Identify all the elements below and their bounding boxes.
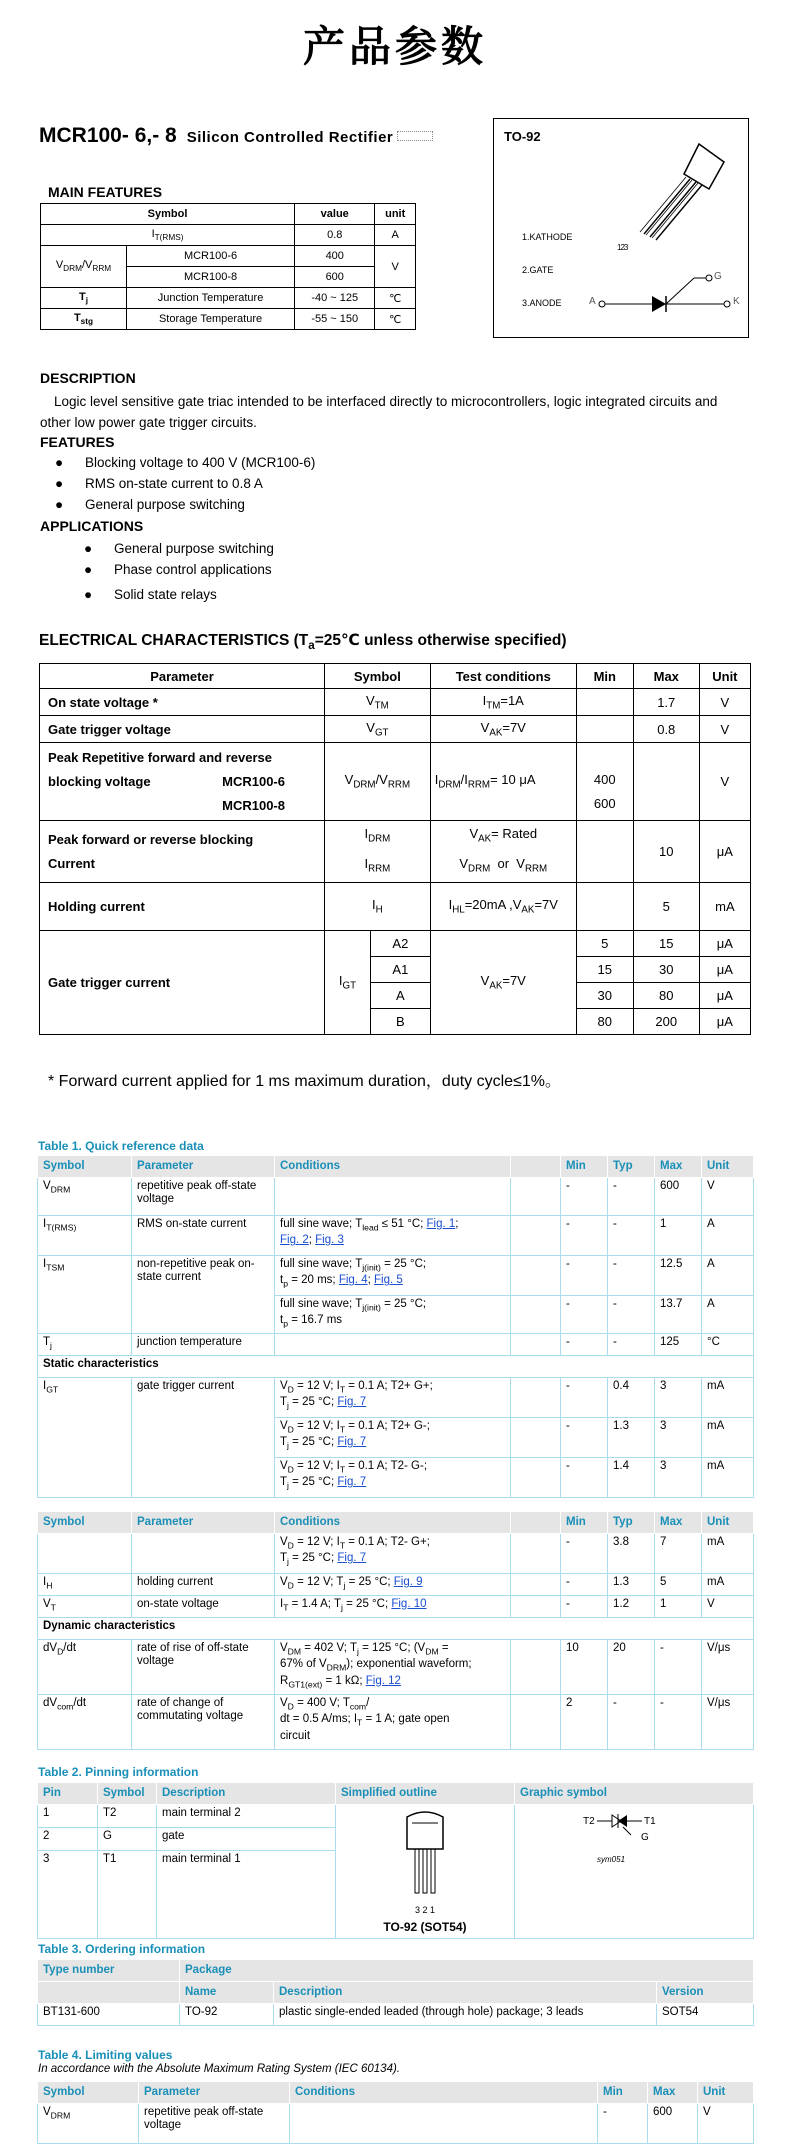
t2-header: Symbol	[98, 1783, 157, 1805]
t1-header: Min	[561, 1156, 608, 1178]
t2-pin: 1	[38, 1805, 98, 1828]
triac-symbol-icon	[597, 1811, 642, 1841]
t2-sym: G	[98, 1828, 157, 1851]
fig-link[interactable]: Fig. 9	[393, 1576, 423, 1588]
t1-unit: V	[702, 1178, 754, 1216]
electrical-table: Parameter Symbol Test conditions Min Max Unit On state voltage * $V_{TM}$ $I_{TM}=1A$ 1.7 V Gate trigger voltage $V_{GT}$ $V_{AK}=7V$ 0.8 V Peak Repetitive forward and reverse blocking voltage MCR100-6 MCR100-8 $V_{DRM}/V_{RRM}$ $I_{DRM}/I_{RRM}= 10$ μA 400 600 V Peak forward or reverse blocking Current $I_{DRM}$ $I_{RRM}$ $V_{AK}=$ Rated $V_{DRM}$ or $V_{RRM}$ 10 μA Holding current $I_H$ $I_{HL}=20mA$ $,V_{AK}=7V$ 5 mA Gate trigger current $I_{GT}$ A2 $V_{AK}=7V$ 5 15 μA A1 15 30 μA A 30 80 μA B 80 200 μA	[39, 663, 751, 1035]
ec-header: Min	[576, 664, 633, 689]
ec-unit: μA	[699, 931, 750, 957]
t1-max: 12.5	[655, 1256, 702, 1296]
fig-link[interactable]: Fig. 2	[280, 1234, 309, 1247]
t1-header: Typ	[608, 1156, 655, 1178]
t1-typ: 20	[608, 1640, 655, 1695]
t4-header: Max	[648, 2082, 698, 2104]
package-title: TO-92	[504, 129, 541, 144]
mf-symbol: $V_{DRM}/V_{RRM}$	[41, 246, 127, 288]
t1-cond: $V_D = 12$ V; $I_T = 0.1$ A; T2- G+; $T_j = 25$ °C; Fig. 7	[275, 1534, 511, 1574]
ec-unit: mA	[699, 883, 750, 931]
simplified-outline	[336, 1805, 515, 1939]
t3-name: TO-92	[180, 2004, 274, 2026]
t3-header: Description	[274, 1982, 657, 2004]
ec-unit: μA	[699, 1009, 750, 1035]
t1-typ: 1.3	[608, 1418, 655, 1458]
t4-header: Unit	[698, 2082, 754, 2104]
outline-label: TO-92 (SOT54)	[383, 1920, 467, 1934]
t1-max: 1	[655, 1216, 702, 1256]
package-pin-numbers: 123	[617, 243, 628, 252]
t1-unit: mA	[702, 1458, 754, 1498]
t1-header: Symbol	[38, 1156, 132, 1178]
t1-max: 125	[655, 1334, 702, 1356]
t1-typ: -	[608, 1178, 655, 1216]
mf-header-value: value	[295, 204, 375, 225]
t4-header: Min	[598, 2082, 648, 2104]
t1-min: -	[561, 1458, 608, 1498]
t1-max: 3	[655, 1378, 702, 1418]
table4-note: In accordance with the Absolute Maximum Rating System (IEC 60134).	[38, 2063, 400, 2075]
fig-link[interactable]: Fig. 7	[337, 1476, 367, 1489]
t1-unit: mA	[702, 1378, 754, 1418]
quick-reference-table-continued: Symbol Parameter Conditions Min Typ Max Unit $V_D = 12$ V; $I_T = 0.1$ A; T2- G+; $T_j = 25$ °C; Fig. 7 - 3.8 7 mA $I_H$ holding current $V_D = 12$ V; $T_j = 25$ °C; Fig. 9 - 1.3 5 mA $V_T$ on-state voltage $I_T = 1.4$ A; $T_j = 25$ °C; Fig. 10 - 1.2 1 V Dynamic characteristics $dV_D/dt$ rate of rise of off-state voltage $V_{DM} = 402$ V; $T_j = 125$ °C; ($V_{DM}$ = 67% of $V_{DRM}$); exponential waveform; $R_{GT1(ext)} = 1$ kΩ; Fig. 12 10 20 - V/μs $dV_{com}/dt$ rate of change of commutating voltage $V_D = 400$ V; $T_{com}/$ dt = 0.5 A/ms; $I_T = 1$ A; gate open circuit 2 - - V/μs	[37, 1511, 754, 1750]
t1-header: Unit	[702, 1156, 754, 1178]
t1-section: Static characteristics	[38, 1356, 754, 1378]
fig-link[interactable]: Fig. 7	[337, 1552, 367, 1565]
t1-header: Max	[655, 1512, 702, 1534]
symbol-code: sym051	[597, 1855, 626, 1864]
t4-param: repetitive peak off-state voltage	[139, 2104, 290, 2144]
t1-min: -	[561, 1418, 608, 1458]
mf-name: Storage Temperature	[127, 309, 295, 330]
t1-cond: full sine wave; $T_{j(init)} = 25$ °C; $t_p = 16.7$ ms	[275, 1296, 511, 1334]
t2-header: Graphic symbol	[515, 1783, 754, 1805]
footnote: * Forward current applied for 1 ms maximum duration，duty cycle≤1%。	[48, 1073, 561, 1090]
model-heading	[39, 124, 433, 148]
symbol-label-g: G	[714, 271, 722, 282]
t4-header: Conditions	[290, 2082, 598, 2104]
t1-typ: -	[608, 1256, 655, 1296]
ec-cond: $V_{AK}=7V$	[430, 716, 576, 743]
t1-typ: 1.4	[608, 1458, 655, 1498]
t1-typ: 1.3	[608, 1574, 655, 1596]
ec-min: 5	[576, 931, 633, 957]
t2-header: Pin	[38, 1783, 98, 1805]
ec-header: Test conditions	[430, 664, 576, 689]
t1-header: Max	[655, 1156, 702, 1178]
ec-max: 1.7	[633, 689, 699, 716]
ec-unit: μA	[699, 983, 750, 1009]
pinning-table	[37, 1782, 754, 1939]
application-item: ● Solid state relays	[84, 587, 217, 602]
t1-param: rate of change of commutating voltage	[132, 1695, 275, 1750]
t1-min: -	[561, 1378, 608, 1418]
fig-link[interactable]: Fig. 1	[426, 1218, 456, 1230]
to92-outline-icon	[395, 1809, 455, 1904]
package-box	[493, 118, 749, 338]
description-title: DESCRIPTION	[40, 370, 136, 386]
ec-grade: B	[371, 1009, 431, 1035]
table4-caption: Table 4. Limiting values	[38, 2048, 173, 2062]
t1-typ: 3.8	[608, 1534, 655, 1574]
t1-unit: mA	[702, 1534, 754, 1574]
ec-max: 200	[633, 1009, 699, 1035]
ec-grade: A1	[371, 957, 431, 983]
table3-caption: Table 3. Ordering information	[38, 1942, 206, 1956]
t1-cond: $V_D = 12$ V; $I_T = 0.1$ A; T2- G-; $T_j = 25$ °C; Fig. 7	[275, 1458, 511, 1498]
t2-desc: gate	[157, 1828, 336, 1851]
t1-cond: $V_D = 12$ V; $I_T = 0.1$ A; T2+ G+; $T_j = 25$ °C; Fig. 7	[275, 1378, 511, 1418]
main-features-table	[40, 203, 416, 330]
to92-package-icon	[604, 134, 734, 244]
t1-min: -	[561, 1534, 608, 1574]
ordering-table	[37, 1959, 754, 2026]
ec-max: 0.8	[633, 716, 699, 743]
t1-cond: $V_D = 400$ V; $T_{com}/$ dt = 0.5 A/ms; $I_T = 1$ A; gate open circuit	[275, 1695, 511, 1750]
t1-typ: 1.2	[608, 1596, 655, 1618]
model-subtitle: Silicon Controlled Rectifier	[186, 129, 394, 146]
t1-cond: $V_{DM} = 402$ V; $T_j = 125$ °C; ($V_{DM}$ = 67% of $V_{DRM}$); exponential waveform; $R_{GT1(ext)} = 1$ kΩ; Fig. 12	[275, 1640, 511, 1695]
ec-max: 15	[633, 931, 699, 957]
ec-param: Gate trigger voltage	[40, 716, 325, 743]
ec-header: Symbol	[325, 664, 431, 689]
t1-param: RMS on-state current	[132, 1216, 275, 1256]
pin-label-3: 3.ANODE	[522, 298, 562, 308]
t1-unit: mA	[702, 1418, 754, 1458]
mf-symbol: $I_{T(RMS)}$	[41, 225, 295, 246]
ec-param: On state voltage *	[40, 689, 325, 716]
ec-param: Holding current	[40, 883, 325, 931]
t1-unit: mA	[702, 1574, 754, 1596]
t1-param: gate trigger current	[132, 1378, 275, 1498]
ec-max: 10	[633, 821, 699, 883]
fig-link[interactable]: Fig. 12	[365, 1674, 401, 1687]
t1-unit: V	[702, 1596, 754, 1618]
t1-cond: $V_D = 12$ V; $I_T = 0.1$ A; T2+ G-; $T_j = 25$ °C; Fig. 7	[275, 1418, 511, 1458]
t1-header: Parameter	[132, 1512, 275, 1534]
mf-unit: V	[375, 246, 416, 288]
feature-item: ● RMS on-state current to 0.8 A	[55, 476, 263, 491]
t4-unit: V	[698, 2104, 754, 2144]
t1-header: Unit	[702, 1512, 754, 1534]
mf-value: 0.8	[295, 225, 375, 246]
t1-header: Typ	[608, 1512, 655, 1534]
pin-order: 3 2 1	[414, 1905, 436, 1915]
t1-max: 3	[655, 1418, 702, 1458]
t1-min: 10	[561, 1640, 608, 1695]
symbol-label-t1: T1	[644, 1816, 656, 1827]
mf-unit: ℃	[375, 288, 416, 309]
t1-typ: -	[608, 1296, 655, 1334]
fig-link[interactable]: Fig. 7	[337, 1436, 367, 1449]
fig-link[interactable]: Fig. 4	[338, 1274, 368, 1287]
t1-unit: V/μs	[702, 1640, 754, 1695]
t3-version: SOT54	[657, 2004, 754, 2026]
t1-param: holding current	[132, 1574, 275, 1596]
mf-value: 400	[295, 246, 375, 267]
t1-unit: A	[702, 1216, 754, 1256]
ec-min: 80	[576, 1009, 633, 1035]
t1-header: Min	[561, 1512, 608, 1534]
ec-param: Peak forward or reverse blocking Current	[40, 821, 325, 883]
t1-header: Parameter	[132, 1156, 275, 1178]
t4-header: Parameter	[139, 2082, 290, 2104]
ec-max: 80	[633, 983, 699, 1009]
t1-max: 7	[655, 1534, 702, 1574]
fig-link[interactable]: Fig. 3	[315, 1234, 344, 1247]
t1-cond: full sine wave; $T_{j(init)} = 25$ °C; $t_p = 20$ ms; Fig. 4; Fig. 5	[275, 1256, 511, 1296]
t1-min: -	[561, 1296, 608, 1334]
ec-header: Unit	[699, 664, 750, 689]
ec-unit: μA	[699, 957, 750, 983]
ec-header: Parameter	[40, 664, 325, 689]
mf-model: MCR100-6	[127, 246, 295, 267]
ec-cond: $I_{TM}=1A$	[430, 689, 576, 716]
quick-reference-table: Symbol Parameter Conditions Min Typ Max Unit $V_{DRM}$ repetitive peak off-state voltage - - 600 V $I_{T(RMS)}$ RMS on-state current full sine wave; $T_{lead} \le 51$ °C; Fig. 1; Fig. 2; Fig. 3 - - 1 A $I_{TSM}$ non-repetitive peak on-state current full sine wave; $T_{j(init)} = 25$ °C; $t_p = 20$ ms; Fig. 4; Fig. 5 - - 12.5 A full sine wave; $T_{j(init)} = 25$ °C; $t_p = 16.7$ ms - - 13.7 A $T_j$ junction temperature - - 125 °C Static characteristics $I_{GT}$ gate trigger current $V_D = 12$ V; $I_T = 0.1$ A; T2+ G+; $T_j = 25$ °C; Fig. 7 - 0.4 3 mA $V_D = 12$ V; $I_T = 0.1$ A; T2+ G-; $T_j = 25$ °C; Fig. 7 - 1.3 3 mA $V_D = 12$ V; $I_T = 0.1$ A; T2- G-; $T_j = 25$ °C; Fig. 7 - 1.4 3 mA	[37, 1155, 754, 1498]
ec-grade: A	[371, 983, 431, 1009]
t1-header: Conditions	[275, 1512, 511, 1534]
t1-param: on-state voltage	[132, 1596, 275, 1618]
ec-param: Gate trigger current	[40, 931, 325, 1035]
features-title: FEATURES	[40, 434, 115, 450]
model-number: MCR100- 6,- 8	[39, 124, 177, 147]
t3-header: Name	[180, 1982, 274, 2004]
t1-param: junction temperature	[132, 1334, 275, 1356]
ec-unit: V	[699, 716, 750, 743]
ec-unit: V	[699, 743, 750, 821]
t1-max: 5	[655, 1574, 702, 1596]
fig-link[interactable]: Fig. 10	[391, 1598, 427, 1610]
graphic-symbol	[515, 1805, 754, 1939]
mf-unit: ℃	[375, 309, 416, 330]
ec-min: 400 600	[576, 743, 633, 821]
t1-cond: full sine wave; $T_{lead} \le 51$ °C; Fig. 1; Fig. 2; Fig. 3	[275, 1216, 511, 1256]
electrical-title: ELECTRICAL CHARACTERISTICS ($T_a=25℃$ unless otherwise specified)	[39, 632, 567, 653]
t1-min: 2	[561, 1695, 608, 1750]
subtitle-mark-icon	[397, 131, 433, 141]
mf-name: Junction Temperature	[127, 288, 295, 309]
symbol-label-t2: T2	[583, 1816, 595, 1827]
t2-desc: main terminal 1	[157, 1851, 336, 1939]
ec-unit: μA	[699, 821, 750, 883]
t1-section: Dynamic characteristics	[38, 1618, 754, 1640]
t1-unit: A	[702, 1296, 754, 1334]
application-item: ● Phase control applications	[84, 562, 272, 577]
t1-typ: -	[608, 1334, 655, 1356]
symbol-label-a: A	[589, 296, 596, 307]
t1-max: 3	[655, 1458, 702, 1498]
ec-max: 30	[633, 957, 699, 983]
mf-value: 600	[295, 267, 375, 288]
t1-max: -	[655, 1695, 702, 1750]
t2-desc: main terminal 2	[157, 1805, 336, 1828]
t1-min: -	[561, 1256, 608, 1296]
ec-unit: V	[699, 689, 750, 716]
mf-value: -55 ~ 150	[295, 309, 375, 330]
feature-item: ● General purpose switching	[55, 497, 245, 512]
symbol-label-g: G	[641, 1832, 649, 1843]
ec-min: 30	[576, 983, 633, 1009]
ec-grade: A2	[371, 931, 431, 957]
table2-caption: Table 2. Pinning information	[38, 1765, 199, 1779]
t1-header	[511, 1156, 561, 1178]
t3-header: Package	[180, 1960, 754, 1982]
t1-min: -	[561, 1216, 608, 1256]
t1-unit: °C	[702, 1334, 754, 1356]
t1-min: -	[561, 1178, 608, 1216]
ec-cond: $I_{HL}=20mA$ $,V_{AK}=7V$	[430, 883, 576, 931]
t2-header: Description	[157, 1783, 336, 1805]
t4-header: Symbol	[38, 2082, 139, 2104]
fig-link[interactable]: Fig. 5	[374, 1274, 403, 1287]
t1-max: 600	[655, 1178, 702, 1216]
t1-max: 13.7	[655, 1296, 702, 1334]
t2-pin: 3	[38, 1851, 98, 1939]
application-item: ● General purpose switching	[84, 541, 274, 556]
t1-max: -	[655, 1640, 702, 1695]
ec-cond: $V_{AK}=7V$	[430, 931, 576, 1035]
pin-label-2: 2.GATE	[522, 265, 554, 275]
mf-symbol: $T_j$	[41, 288, 127, 309]
t1-param: repetitive peak off-state voltage	[132, 1178, 275, 1216]
main-features-title: MAIN FEATURES	[48, 184, 163, 200]
mf-header-unit: unit	[375, 204, 416, 225]
t3-type: BT131-600	[38, 2004, 180, 2026]
t1-unit: A	[702, 1256, 754, 1296]
t4-min: -	[598, 2104, 648, 2144]
mf-symbol: $T_{stg}$	[41, 309, 127, 330]
t1-typ: -	[608, 1695, 655, 1750]
fig-link[interactable]: Fig. 7	[337, 1396, 367, 1409]
symbol-label-k: K	[733, 296, 740, 307]
mf-header-symbol: Symbol	[41, 204, 295, 225]
t1-header: Symbol	[38, 1512, 132, 1534]
description-text: Logic level sensitive gate triac intended to be interfaced directly to microcontrollers, logic integrated circuits and other low power gate trigger circuits.	[40, 394, 718, 430]
t1-min: -	[561, 1574, 608, 1596]
t4-max: 600	[648, 2104, 698, 2144]
mf-value: -40 ~ 125	[295, 288, 375, 309]
t2-sym: T2	[98, 1805, 157, 1828]
t1-min: -	[561, 1596, 608, 1618]
ec-cond: $I_{DRM}/I_{RRM}= 10$ μA	[430, 743, 576, 821]
applications-title: APPLICATIONS	[40, 518, 144, 534]
mf-unit: A	[375, 225, 416, 246]
t1-cond: $V_D = 12$ V; $T_j = 25$ °C; Fig. 9	[275, 1574, 511, 1596]
page-title: 产品参数	[302, 22, 487, 71]
t2-pin: 2	[38, 1828, 98, 1851]
mf-model: MCR100-8	[127, 267, 295, 288]
ec-cond: $V_{AK}=$ Rated $V_{DRM}$ or $V_{RRM}$	[430, 821, 576, 883]
t1-cond: $I_T = 1.4$ A; $T_j = 25$ °C; Fig. 10	[275, 1596, 511, 1618]
ec-max: 5	[633, 883, 699, 931]
ec-min: 15	[576, 957, 633, 983]
t3-header: Version	[657, 1982, 754, 2004]
t1-max: 1	[655, 1596, 702, 1618]
t1-min: -	[561, 1334, 608, 1356]
t3-desc: plastic single-ended leaded (through hole) package; 3 leads	[274, 2004, 657, 2026]
t2-sym: T1	[98, 1851, 157, 1939]
feature-item: ● Blocking voltage to 400 V (MCR100-6)	[55, 455, 316, 470]
limiting-values-table: Symbol Parameter Conditions Min Max Unit $V_{DRM}$ repetitive peak off-state voltage - 600 V	[37, 2081, 754, 2144]
t1-unit: V/μs	[702, 1695, 754, 1750]
t2-header: Simplified outline	[336, 1783, 515, 1805]
ec-header: Max	[633, 664, 699, 689]
ec-param: Peak Repetitive forward and reverse blocking voltage MCR100-6 MCR100-8	[40, 743, 325, 821]
t3-header: Type number	[38, 1960, 180, 1982]
t1-header: Conditions	[275, 1156, 511, 1178]
t1-param: rate of rise of off-state voltage	[132, 1640, 275, 1695]
t1-typ: 0.4	[608, 1378, 655, 1418]
t1-param: non-repetitive peak on-state current	[132, 1256, 275, 1334]
pin-label-1: 1.KATHODE	[522, 232, 573, 242]
t1-typ: -	[608, 1216, 655, 1256]
table1-caption: Table 1. Quick reference data	[38, 1139, 204, 1153]
